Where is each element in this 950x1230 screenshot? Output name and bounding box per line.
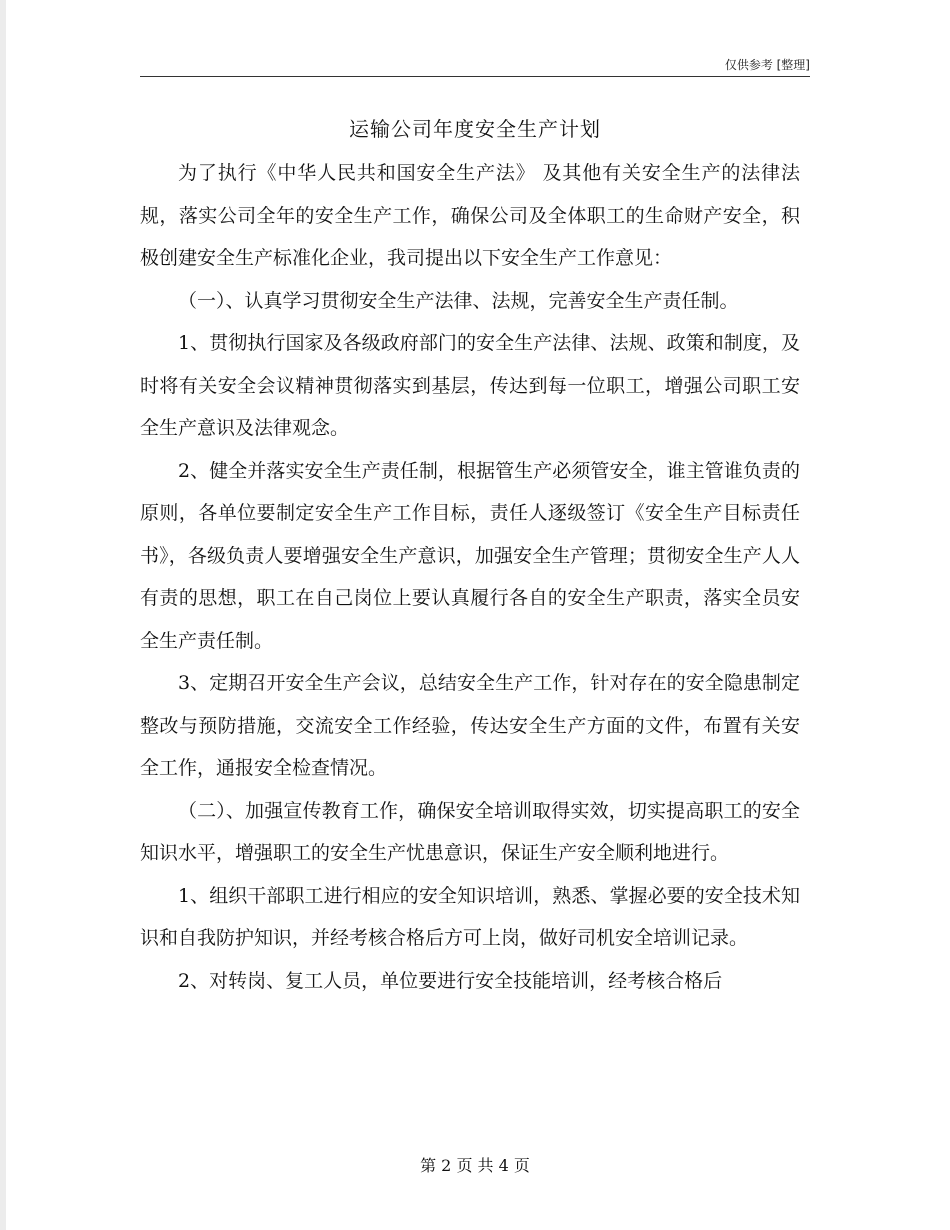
- paragraph-intro: 为了执行《中华人民共和国安全生产法》 及其他有关安全生产的法律法规，落实公司全年的安全生产工作，确保公司及全体职工的生命财产安全，积极创建安全生产标准化企业，我司提出以下安全生产工作意见：: [140, 162, 800, 269]
- paragraph-section-2-heading: （二）、加强宣传教育工作，确保安全培训取得实效，切实提高职工的安全知识水平，增强职工的安全生产忧患意识，保证生产安全顺利地进行。: [140, 799, 800, 864]
- paragraph-item-2-1: 1、组织干部职工进行相应的安全知识培训，熟悉、掌握必要的安全技术知识和自我防护知识，并经考核合格后方可上岗，做好司机安全培训记录。: [140, 884, 800, 949]
- page-edge-shadow: [0, 0, 6, 1230]
- paragraph-section-1-heading: （一）、认真学习贯彻安全生产法律、法规，完善安全生产责任制。: [178, 289, 739, 312]
- document-body: [140, 152, 800, 1002]
- paragraph-item-1-2: 2、健全并落实安全生产责任制，根据管生产必须管安全，谁主管谁负责的原则，各单位要制定安全生产工作目标，责任人逐级签订《安全生产目标责任书》，各级负责人要增强安全生产意识，加强安全生产管理；贯彻安全生产人人有责的思想，职工在自己岗位上要认真履行各自的安全生产职责，落实全员安全生产责任制。: [140, 459, 800, 652]
- paragraph-item-1-1: 1、贯彻执行国家及各级政府部门的安全生产法律、法规、政策和制度，及时将有关安全会议精神贯彻落实到基层，传达到每一位职工，增强公司职工安全生产意识及法律观念。: [140, 332, 800, 439]
- header-note: 仅供参考 [整理]: [724, 58, 810, 72]
- header-divider: [140, 76, 810, 77]
- paragraph-item-1-3: 3、定期召开安全生产会议，总结安全生产工作，针对存在的安全隐患制定整改与预防措施，交流安全工作经验，传达安全生产方面的文件，布置有关安全工作，通报安全检查情况。: [140, 672, 800, 779]
- page-number-footer: 第 2 页 共 4 页: [420, 1156, 530, 1175]
- document-title: 运输公司年度安全生产计划: [349, 117, 601, 141]
- paragraph-item-2-2: 2、对转岗、复工人员，单位要进行安全技能培训，经考核合格后: [178, 969, 723, 992]
